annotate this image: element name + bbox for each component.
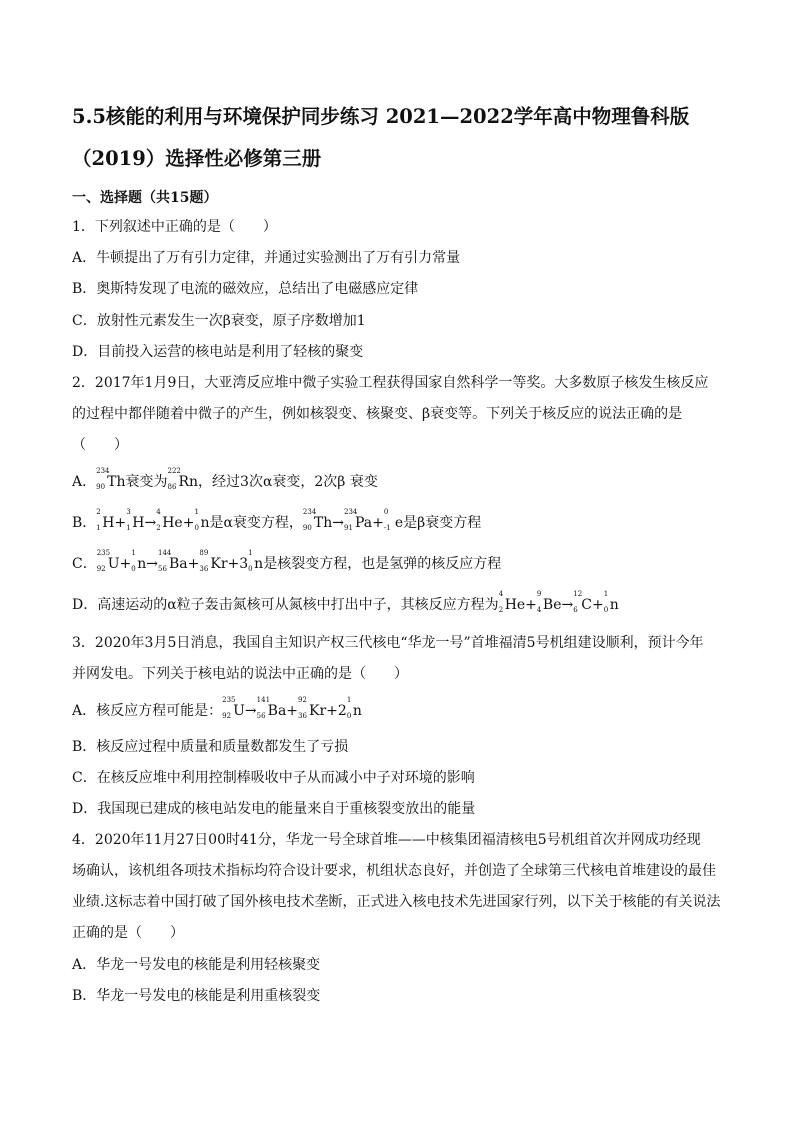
isotope-kr-92: 92 36 [298, 696, 307, 720]
q1-stem: 1．下列叙述中正确的是（ ） [72, 219, 277, 235]
option-letter: A． [72, 474, 97, 490]
page-title-line2: （2019）选择性必修第三册 [72, 147, 322, 170]
isotope-th-234-b: 234 90 [302, 508, 317, 532]
q3-option-b: B．核反应过程中质量和质量数都发生了亏损 [72, 739, 349, 755]
q1-option-b: B．奥斯特发现了电流的磁效应，总结出了电磁感应定律 [72, 281, 419, 297]
isotope-he-4: 4 2 [156, 508, 161, 532]
q2-option-b: B． 2 1 H+ 3 1 H→ 4 2 He+ 1 0 n是α衰变方程， 234 90 Th→ 234 91 Pa+ 0 -1 e是β衰变方程 [72, 508, 482, 532]
isotope-e-0: 0 -1 [383, 508, 391, 532]
q4-stem-line4: 正确的是（ ） [72, 925, 184, 941]
q2-option-d: D．高速运动的α粒子轰击氮核可从氮核中打出中子，其核反应方程为 4 2 He+ 9 4 Be→ 12 6 C+ 1 0 n [72, 590, 619, 614]
q2-stem-line1: 2．2017年1月9日，大亚湾反应堆中微子实验工程获得国家自然科学一等奖。大多数原子核发生核反应 [72, 375, 709, 391]
isotope-n-1-q3: 1 0 [346, 696, 352, 720]
q1-option-c: C．放射性元素发生一次β衰变，原子序数增加1 [72, 313, 366, 329]
q3-stem-line2: 并网发电。下列关于核电站的说法中正确的是（ ） [72, 666, 408, 682]
q2-option-a: A． 234 90 Th衰变为 222 86 Rn，经过3次α衰变，2次β 衰变 [72, 467, 378, 491]
isotope-ba-144: 144 56 [158, 549, 172, 573]
q3-option-a: A．核反应方程可能是： 235 92 U→ 141 56 Ba+ 92 36 Kr+2 1 0 n [72, 696, 362, 720]
q3-stem-line1: 3．2020年3月5日消息，我国自主知识产权三代核电“华龙一号”首堆福清5号机组建设顺利，预计今年 [72, 635, 704, 651]
isotope-th-234: 234 90 [96, 467, 110, 491]
q2-option-c: C． 235 92 U+ 1 0 n→ 144 56 Ba+ 89 36 Kr+3 1 0 n是核裂变方程，也是氢弹的核反应方程 [72, 549, 502, 573]
isotope-n-1: 1 0 [194, 508, 199, 532]
q1-option-d: D．目前投入运营的核电站是利用了轻核的聚变 [72, 344, 364, 360]
q3-option-d: D．我国现已建成的核电站发电的能量来自于重核裂变放出的能量 [72, 801, 476, 817]
isotope-be-9: 9 4 [536, 590, 542, 614]
q4-stem-line3: 业绩.这标志着中国打破了国外核电技术垄断，正式进入核电技术先进国家行列，以下关于核能的有关说法 [72, 894, 721, 910]
isotope-kr-89: 89 36 [199, 549, 209, 573]
isotope-he-4-d: 4 2 [498, 590, 504, 614]
isotope-h-3: 3 1 [126, 508, 131, 532]
q4-stem-line2: 场确认，该机组各项技术指标均符合设计要求，机组状态良好，并创造了全球第三代核电首堆建设的最佳 [72, 863, 716, 879]
isotope-u-235-q3: 235 92 [222, 696, 236, 720]
q4-option-a: A．华龙一号发电的核能是利用轻核聚变 [72, 957, 321, 973]
q2-stem-line3: （ ） [72, 437, 128, 453]
isotope-n-1-c: 1 0 [131, 549, 136, 573]
q3-option-c: C．在核反应堆中利用控制棒吸收中子从而减小中子对环境的影响 [72, 770, 475, 786]
q2-stem-line2: 的过程中都伴随着中微子的产生，例如核裂变、核聚变、β衰变等。下列关于核反应的说法正确的是 [72, 406, 683, 422]
section-heading: 一、选择题（共15题） [72, 190, 218, 206]
isotope-n-1-c2: 1 0 [248, 549, 253, 573]
isotope-pa-234: 234 91 [344, 508, 358, 532]
isotope-c-12: 12 6 [573, 590, 583, 614]
q1-option-a: A．牛顿提出了万有引力定律，并通过实验测出了万有引力常量 [72, 250, 461, 266]
isotope-ba-141: 141 56 [256, 696, 271, 720]
q4-option-b: B．华龙一号发电的核能是利用重核裂变 [72, 988, 321, 1004]
q4-stem-line1: 4．2020年11月27日00时41分，华龙一号全球首堆——中核集团福清核电5号机组首次并网成功经现 [72, 832, 701, 848]
page-title-line1: 5.5核能的利用与环境保护同步练习 2021—2022学年高中物理鲁科版 [72, 105, 690, 128]
isotope-rn-222: 222 86 [167, 467, 181, 491]
isotope-n-1-d: 1 0 [603, 590, 609, 614]
isotope-h-2: 2 1 [96, 508, 101, 532]
isotope-u-235: 235 92 [96, 549, 111, 573]
